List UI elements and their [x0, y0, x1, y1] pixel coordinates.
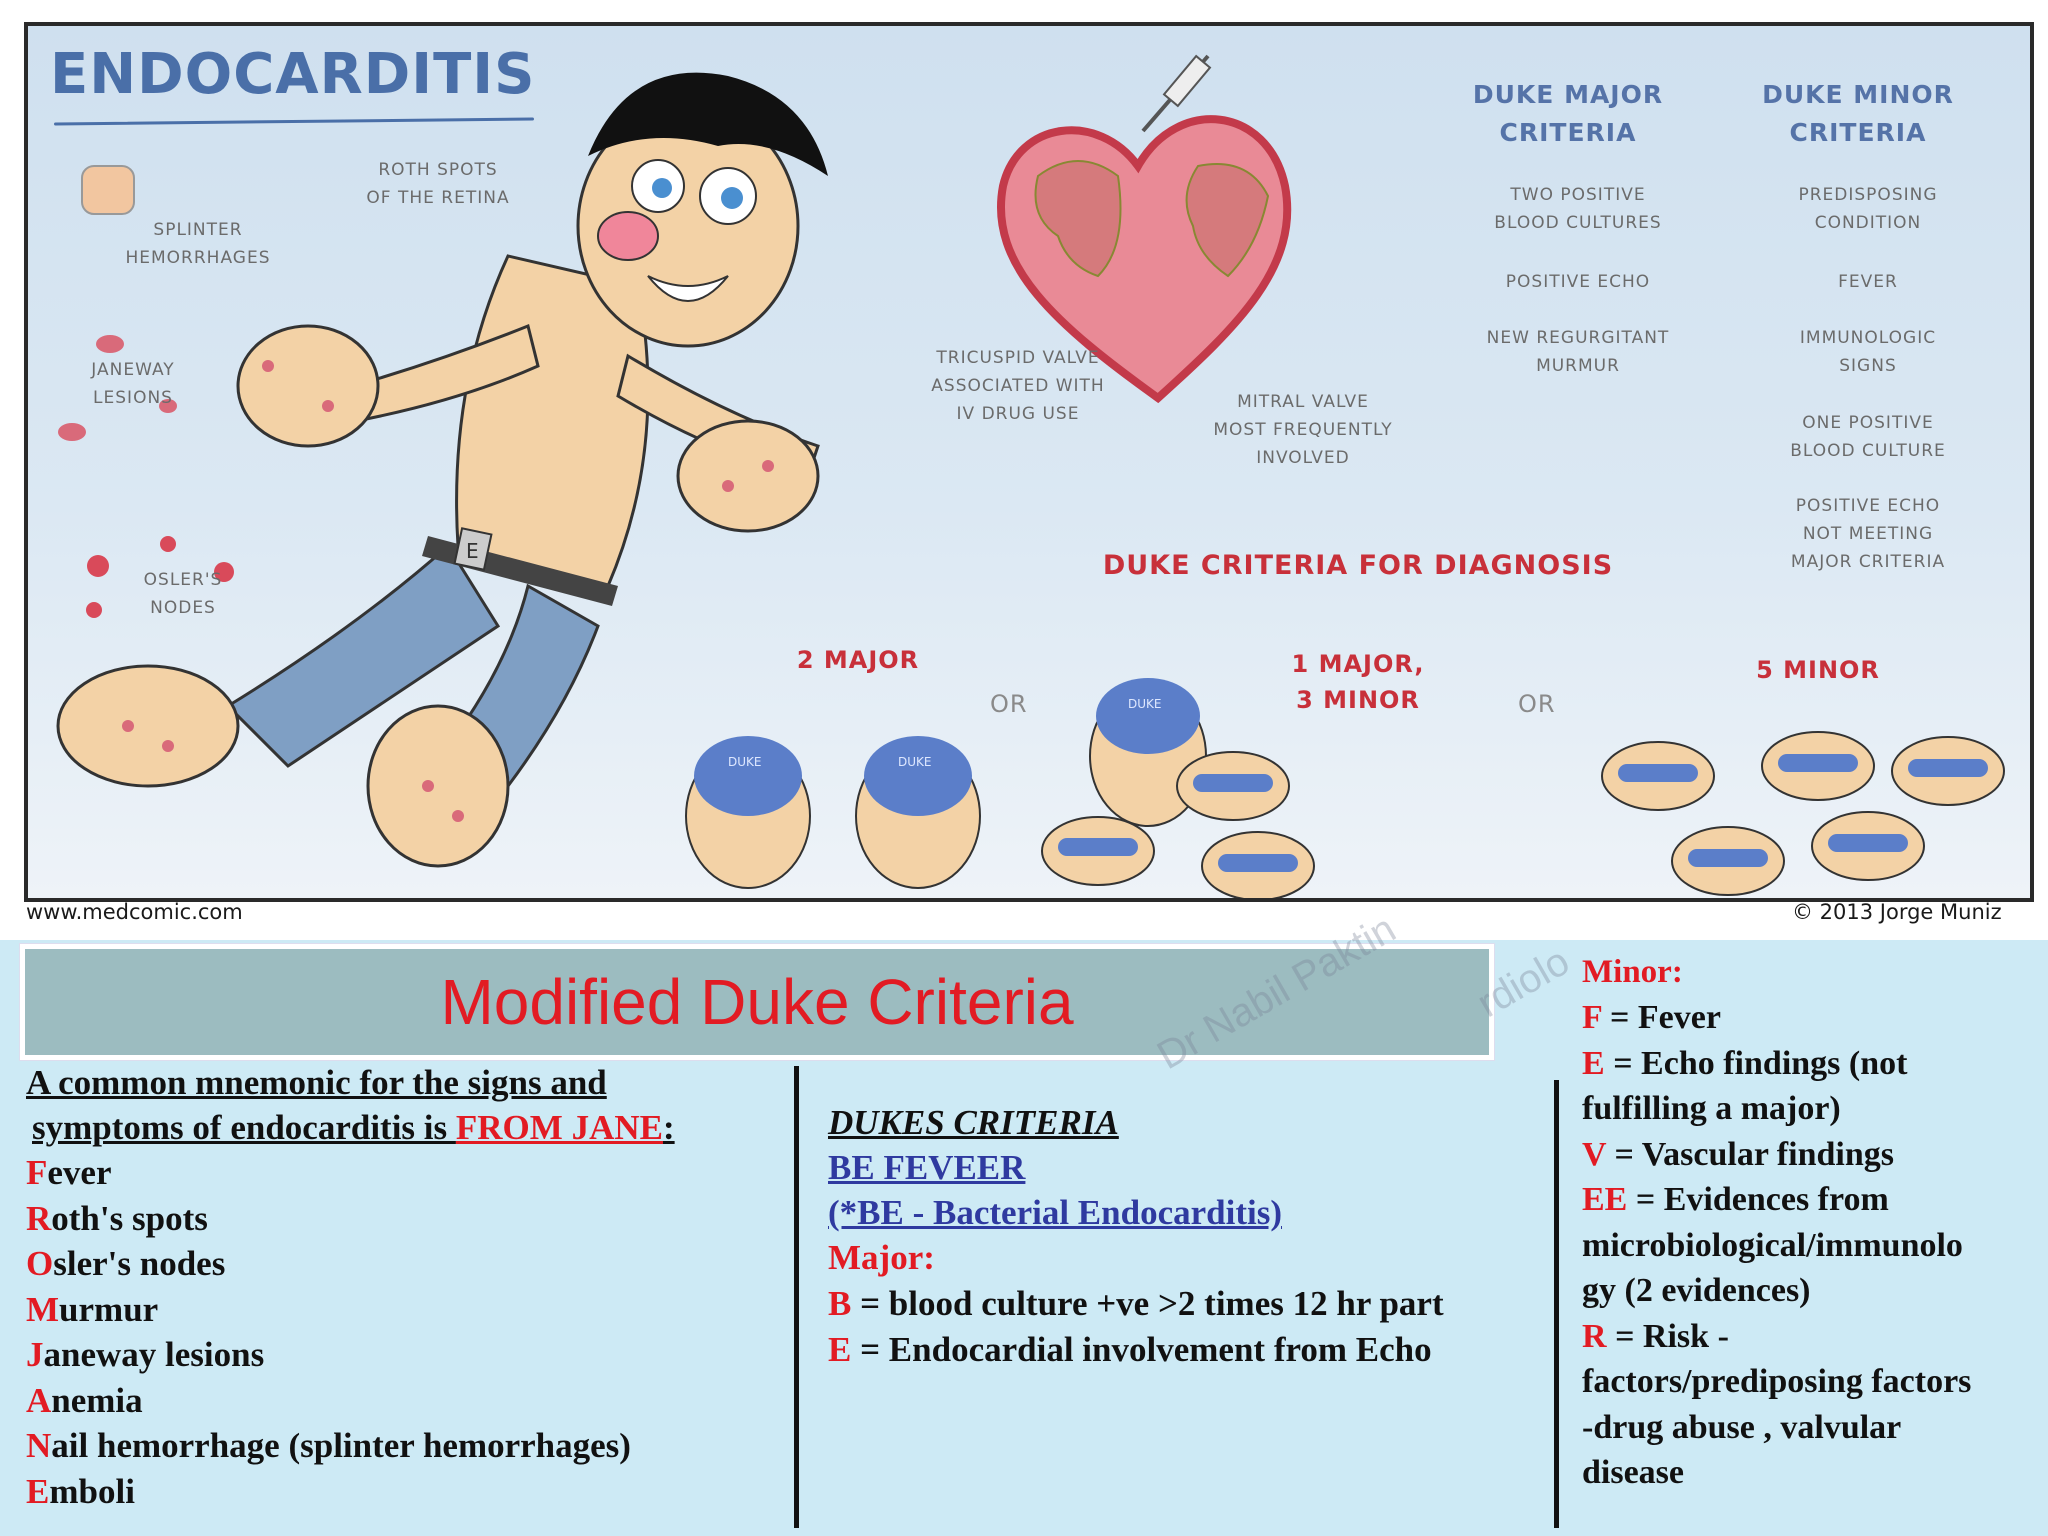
label-oslers: OSLER'S NODES: [143, 570, 223, 618]
website-credit: www.medcomic.com: [26, 900, 243, 924]
label-2-major: 2 MAJOR: [796, 646, 920, 674]
mnemonic-letter: M: [26, 1289, 60, 1329]
label-janeway: JANEWAY LESIONS: [91, 360, 175, 408]
mnemonic-highlight: FROM JANE: [455, 1108, 663, 1147]
minor-text: = Vascular findings: [1605, 1135, 1894, 1173]
label-1-major-3-minor: 1 MAJOR, 3 MINOR: [1291, 650, 1425, 714]
major-item: NEW REGURGITANT MURMUR: [1486, 328, 1670, 376]
dukes-acronym-note: (*BE - Bacterial Endocarditis): [828, 1193, 1282, 1232]
minor-item: FEVER: [1838, 272, 1898, 292]
list-item: [828, 1327, 1568, 1373]
mnemonic-letter: E: [26, 1471, 50, 1511]
dukes-acronym: BE FEVEER: [828, 1148, 1026, 1187]
major-text: = Endocardial involvement from Echo: [851, 1330, 1432, 1369]
label-splinter: SPLINTER HEMORRHAGES: [125, 220, 271, 268]
minor-letter: EE: [1582, 1181, 1628, 1218]
dukes-column: [828, 1100, 1568, 1373]
list-item: [26, 1287, 796, 1333]
list-item: [26, 1150, 796, 1196]
mnemonic-word: mboli: [49, 1471, 135, 1511]
list-item: [26, 1423, 796, 1469]
label-tricuspid: TRICUSPID VALVE ASSOCIATED WITH IV DRUG USE: [931, 348, 1105, 424]
minor-letter: R: [1582, 1317, 1607, 1355]
watermark: rdiolo: [1470, 939, 1577, 1027]
dukes-heading: DUKES CRITERIA: [828, 1103, 1119, 1142]
list-item: [26, 1469, 796, 1515]
list-item: [828, 1281, 1568, 1327]
comic-title: ENDOCARDITIS: [50, 42, 536, 107]
belt-buckle-letter: E: [466, 539, 479, 563]
minor-letter: V: [1582, 1135, 1606, 1173]
list-item: [1582, 1177, 2048, 1223]
minor-text: fulfilling a major): [1582, 1090, 1841, 1127]
major-letter: E: [828, 1330, 852, 1369]
list-item: [26, 1196, 796, 1242]
major-criteria-heading: DUKE MAJOR CRITERIA: [1472, 80, 1664, 147]
minor-text: gy (2 evidences): [1582, 1272, 1811, 1309]
list-item: [1582, 1041, 2048, 1087]
major-item: TWO POSITIVE BLOOD CULTURES: [1494, 185, 1662, 233]
comic-panel: [24, 22, 2034, 902]
minor-column: [1582, 950, 2048, 1496]
mnemonic-word: oth's spots: [51, 1198, 208, 1238]
minor-letter: F: [1582, 999, 1602, 1036]
mnemonic-letter: O: [26, 1244, 54, 1283]
mnemonic-intro: [26, 1060, 796, 1150]
minor-text: = Fever: [1601, 999, 1721, 1036]
mnemonic-intro-line2: symptoms of endocarditis is: [32, 1108, 456, 1147]
mnemonic-letter: N: [26, 1426, 52, 1465]
list-item: [1582, 1314, 2048, 1360]
mnemonic-word: ever: [47, 1153, 112, 1192]
list-item: [1582, 1223, 2048, 1269]
mnemonic-letter: F: [26, 1153, 48, 1192]
list-item: [26, 1378, 796, 1424]
minor-text: = Evidences from: [1627, 1181, 1889, 1218]
mask-text: DUKE: [898, 755, 932, 769]
major-label: Major:: [828, 1238, 935, 1277]
minor-item: POSITIVE ECHO NOT MEETING MAJOR CRITERIA: [1790, 496, 1946, 572]
copyright-credit: © 2013 Jorge Muniz: [1792, 900, 2002, 924]
minor-text: = Risk -: [1606, 1317, 1729, 1355]
mnemonic-letter: J: [26, 1335, 44, 1374]
minor-text: -drug abuse , valvular: [1582, 1408, 1902, 1446]
watermark: Dr Nabil Paktin: [1150, 906, 1404, 1079]
minor-item: PREDISPOSING CONDITION: [1798, 185, 1938, 233]
mnemonic-word: aneway lesions: [43, 1335, 265, 1374]
duke-diagnosis-label: DUKE CRITERIA FOR DIAGNOSIS: [1102, 550, 1614, 581]
minor-letter: E: [1582, 1044, 1605, 1082]
minor-text: factors/prediposing factors: [1582, 1363, 1972, 1400]
list-item: [1582, 1405, 2048, 1451]
list-item: [1582, 995, 2048, 1041]
list-item: [26, 1241, 796, 1287]
mnemonic-intro-line1: A common mnemonic for the signs and: [26, 1063, 607, 1102]
mnemonic-letter: A: [26, 1380, 52, 1420]
mnemonic-word: urmur: [59, 1289, 159, 1329]
major-letter: B: [828, 1284, 852, 1323]
mask-text: DUKE: [1128, 697, 1162, 711]
major-item: POSITIVE ECHO: [1505, 272, 1651, 292]
minor-criteria-heading: DUKE MINOR CRITERIA: [1762, 80, 1954, 147]
list-item: [1582, 1450, 2048, 1496]
mnemonic-column: [26, 1060, 796, 1514]
minor-label: Minor:: [1582, 954, 1683, 990]
minor-item: ONE POSITIVE BLOOD CULTURE: [1790, 413, 1946, 461]
label-roth-spots: ROTH SPOTS OF THE RETINA: [366, 160, 510, 208]
label-or: OR: [1518, 690, 1556, 718]
label-mitral: MITRAL VALVE MOST FREQUENTLY INVOLVED: [1213, 392, 1393, 468]
mnemonic-letter: R: [26, 1198, 52, 1238]
minor-item: IMMUNOLOGIC SIGNS: [1799, 328, 1937, 376]
mask-text: DUKE: [728, 755, 762, 769]
mnemonic-intro-end: :: [662, 1108, 675, 1147]
minor-text: microbiological/immunolo: [1582, 1226, 1963, 1264]
major-text: = blood culture +ve >2 times 12 hr part: [851, 1284, 1444, 1323]
list-item: [1582, 1086, 2048, 1132]
minor-text: = Echo findings (not: [1604, 1044, 1908, 1082]
list-item: [26, 1332, 796, 1378]
label-or: OR: [990, 690, 1028, 718]
list-item: [1582, 1359, 2048, 1405]
minor-text: disease: [1582, 1454, 1684, 1491]
list-item: [1582, 1268, 2048, 1314]
label-5-minor: 5 MINOR: [1756, 656, 1880, 684]
mnemonic-word: nemia: [51, 1380, 143, 1420]
slide-title: Modified Duke Criteria: [440, 966, 1074, 1038]
mnemonic-word: sler's nodes: [53, 1244, 226, 1283]
list-item: [1582, 1132, 2048, 1178]
mnemonic-word: ail hemorrhage (splinter hemorrhages): [51, 1426, 631, 1465]
